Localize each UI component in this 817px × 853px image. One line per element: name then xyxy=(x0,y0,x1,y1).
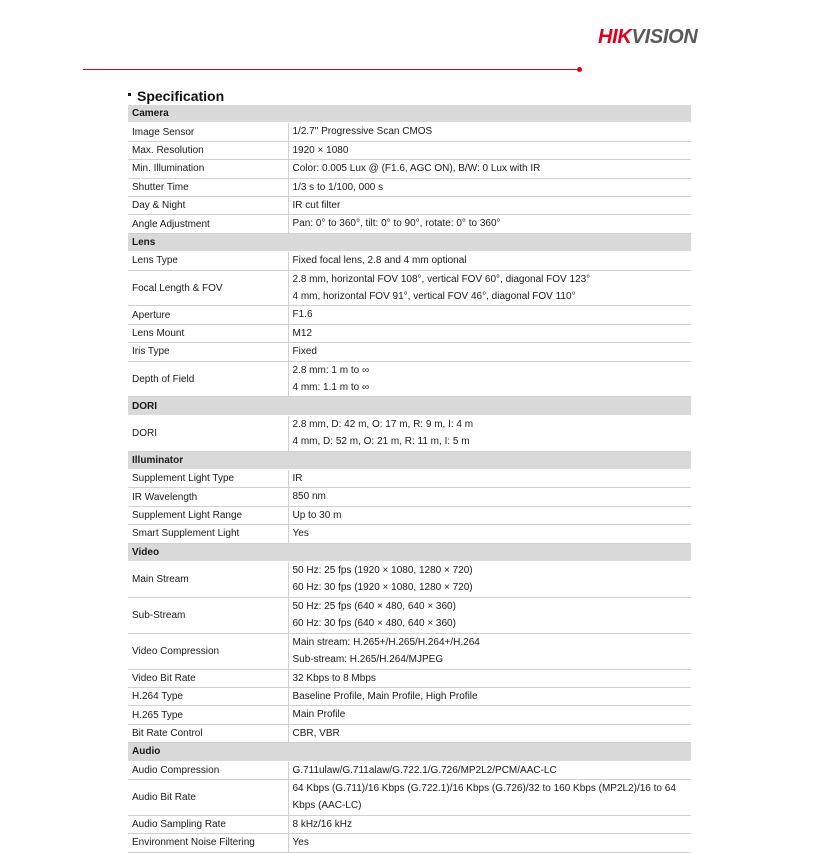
table-row xyxy=(128,252,691,270)
spec-value: 50 Hz: 25 fps (640 × 480, 640 × 360) xyxy=(292,600,456,612)
section-header xyxy=(128,743,691,761)
spec-value-cell xyxy=(288,343,691,361)
spec-value: Yes xyxy=(292,528,309,540)
table-row xyxy=(128,506,691,524)
spec-value: M12 xyxy=(292,327,312,339)
spec-value: Up to 30 m xyxy=(292,509,342,521)
table-row xyxy=(128,815,691,833)
spec-label: Day & Night xyxy=(128,197,288,215)
spec-label: Focal Length & FOV xyxy=(128,270,288,306)
spec-value: Baseline Profile, Main Profile, High Profile xyxy=(292,690,478,702)
spec-label: Sub-Stream xyxy=(128,597,288,633)
spec-value-cell xyxy=(288,724,691,742)
spec-value: 32 Kbps to 8 Mbps xyxy=(292,672,376,684)
section-header xyxy=(128,397,691,415)
table-row xyxy=(128,562,691,598)
spec-value: IR cut filter xyxy=(292,200,341,212)
spec-value: 4 mm: 1.1 m to ∞ xyxy=(292,382,370,394)
spec-value: CBR, VBR xyxy=(292,727,340,739)
page-title xyxy=(128,88,224,104)
spec-value: Pan: 0° to 360°, tilt: 0° to 90°, rotate: 0° to 360° xyxy=(292,218,501,230)
table-row xyxy=(128,669,691,687)
table-row xyxy=(128,270,691,306)
spec-value: 2.8 mm, D: 42 m, O: 17 m, R: 9 m, I: 4 m xyxy=(292,418,474,430)
spec-value-cell xyxy=(288,141,691,159)
spec-label: Angle Adjustment xyxy=(128,215,288,233)
spec-value: 1920 × 1080 xyxy=(292,144,349,156)
table-row xyxy=(128,779,691,815)
spec-value: G.711ulaw/G.711alaw/G.722.1/G.726/MP2L2/PCM/AAC-LC xyxy=(292,764,557,776)
table-row xyxy=(128,687,691,705)
spec-label: Environment Noise Filtering xyxy=(128,834,288,852)
spec-value-cell xyxy=(288,488,691,506)
table-row xyxy=(128,761,691,779)
spec-value-cell xyxy=(288,706,691,724)
table-row xyxy=(128,160,691,178)
spec-value-cell xyxy=(288,123,691,141)
spec-value-cell xyxy=(288,215,691,233)
table-row xyxy=(128,834,691,852)
spec-label: Audio Compression xyxy=(128,761,288,779)
spec-value-cell xyxy=(288,669,691,687)
table-row xyxy=(128,215,691,233)
spec-label: Depth of Field xyxy=(128,361,288,397)
spec-value: Main stream: H.265+/H.265/H.264+/H.264 xyxy=(292,636,480,648)
table-row xyxy=(128,488,691,506)
spec-label: Supplement Light Range xyxy=(128,506,288,524)
table-row xyxy=(128,141,691,159)
spec-value: 850 nm xyxy=(292,491,326,503)
page-title-text: Specification xyxy=(137,88,225,104)
section-header xyxy=(128,233,691,251)
table-row xyxy=(128,123,691,141)
spec-label: Main Stream xyxy=(128,562,288,598)
spec-value-cell xyxy=(288,633,691,669)
bullet-icon xyxy=(128,93,131,96)
spec-label: Max. Resolution xyxy=(128,141,288,159)
section-title: DORI xyxy=(128,397,691,415)
table-row xyxy=(128,724,691,742)
spec-value: 4 mm, D: 52 m, O: 21 m, R: 11 m, I: 5 m xyxy=(292,436,470,448)
table-row xyxy=(128,361,691,397)
spec-label: Image Sensor xyxy=(128,123,288,141)
spec-label: Lens Mount xyxy=(128,324,288,342)
spec-label: Supplement Light Type xyxy=(128,470,288,488)
spec-value: Sub-stream: H.265/H.264/MJPEG xyxy=(292,654,444,666)
header-divider xyxy=(83,69,577,70)
spec-value-cell xyxy=(288,270,691,306)
spec-value: 60 Hz: 30 fps (1920 × 1080, 1280 × 720) xyxy=(292,582,473,594)
table-row xyxy=(128,706,691,724)
spec-value-cell xyxy=(288,324,691,342)
section-header xyxy=(128,105,691,123)
spec-value-cell xyxy=(288,687,691,705)
spec-value-cell xyxy=(288,815,691,833)
spec-value-cell xyxy=(288,178,691,196)
table-row xyxy=(128,415,691,451)
spec-label: Iris Type xyxy=(128,343,288,361)
spec-value: Fixed focal lens, 2.8 and 4 mm optional xyxy=(292,255,467,267)
spec-label: H.264 Type xyxy=(128,687,288,705)
spec-label: IR Wavelength xyxy=(128,488,288,506)
table-row xyxy=(128,525,691,543)
spec-value: Color: 0.005 Lux @ (F1.6, AGC ON), B/W: 0 Lux with IR xyxy=(292,163,541,175)
table-row xyxy=(128,470,691,488)
section-title: Audio xyxy=(128,743,691,761)
spec-label: Aperture xyxy=(128,306,288,324)
spec-label: Bit Rate Control xyxy=(128,724,288,742)
section-title: Video xyxy=(128,543,691,561)
spec-value-cell xyxy=(288,415,691,451)
spec-value-cell xyxy=(288,562,691,598)
table-row xyxy=(128,324,691,342)
spec-value: 60 Hz: 30 fps (640 × 480, 640 × 360) xyxy=(292,618,456,630)
table-row xyxy=(128,597,691,633)
spec-value-cell xyxy=(288,525,691,543)
section-title: Camera xyxy=(128,105,691,123)
header-divider-dot xyxy=(577,67,582,72)
spec-label: Audio Sampling Rate xyxy=(128,815,288,833)
spec-value-cell xyxy=(288,252,691,270)
spec-value-cell xyxy=(288,779,691,815)
spec-label: Shutter Time xyxy=(128,178,288,196)
spec-label: Lens Type xyxy=(128,252,288,270)
spec-value: F1.6 xyxy=(292,309,313,321)
spec-label: Min. Illumination xyxy=(128,160,288,178)
spec-value-cell xyxy=(288,306,691,324)
table-row xyxy=(128,343,691,361)
section-header xyxy=(128,543,691,561)
spec-value-cell xyxy=(288,597,691,633)
spec-value: Fixed xyxy=(292,346,317,358)
section-header xyxy=(128,451,691,469)
spec-value: 2.8 mm, horizontal FOV 108°, vertical FOV 60°, diagonal FOV 123° xyxy=(292,273,591,285)
logo-text-gray: VISION xyxy=(631,26,698,48)
spec-value: 2.8 mm: 1 m to ∞ xyxy=(292,364,370,376)
spec-value-cell xyxy=(288,361,691,397)
hikvision-logo xyxy=(598,26,698,49)
spec-label: Video Compression xyxy=(128,633,288,669)
spec-value: 4 mm, horizontal FOV 91°, vertical FOV 46°, diagonal FOV 110° xyxy=(292,291,576,303)
spec-value: 1/3 s to 1/100, 000 s xyxy=(292,181,384,193)
spec-value-cell xyxy=(288,160,691,178)
spec-value: IR xyxy=(292,473,303,485)
spec-table xyxy=(128,105,691,853)
spec-value-cell xyxy=(288,761,691,779)
table-row xyxy=(128,306,691,324)
table-row xyxy=(128,197,691,215)
spec-label: Smart Supplement Light xyxy=(128,525,288,543)
spec-label: DORI xyxy=(128,415,288,451)
spec-label: Video Bit Rate xyxy=(128,669,288,687)
spec-value: 64 Kbps (G.711)/16 Kbps (G.722.1)/16 Kbps (G.726)/32 to 160 Kbps (MP2L2)/16 to 64 xyxy=(292,782,676,794)
section-title: Illuminator xyxy=(128,451,691,469)
table-row xyxy=(128,633,691,669)
spec-value: 1/2.7" Progressive Scan CMOS xyxy=(292,126,433,138)
spec-label: H.265 Type xyxy=(128,706,288,724)
spec-label: Audio Bit Rate xyxy=(128,779,288,815)
spec-value-cell xyxy=(288,506,691,524)
section-title: Lens xyxy=(128,233,691,251)
spec-value: Yes xyxy=(292,837,309,849)
spec-value: Main Profile xyxy=(292,709,346,721)
spec-value: 50 Hz: 25 fps (1920 × 1080, 1280 × 720) xyxy=(292,565,473,577)
spec-value: 8 kHz/16 kHz xyxy=(292,818,352,830)
logo-text-red: HIK xyxy=(598,26,632,48)
spec-value-cell xyxy=(288,197,691,215)
table-row xyxy=(128,178,691,196)
spec-value-cell xyxy=(288,834,691,852)
spec-value-cell xyxy=(288,470,691,488)
spec-value: Kbps (AAC-LC) xyxy=(292,800,362,812)
